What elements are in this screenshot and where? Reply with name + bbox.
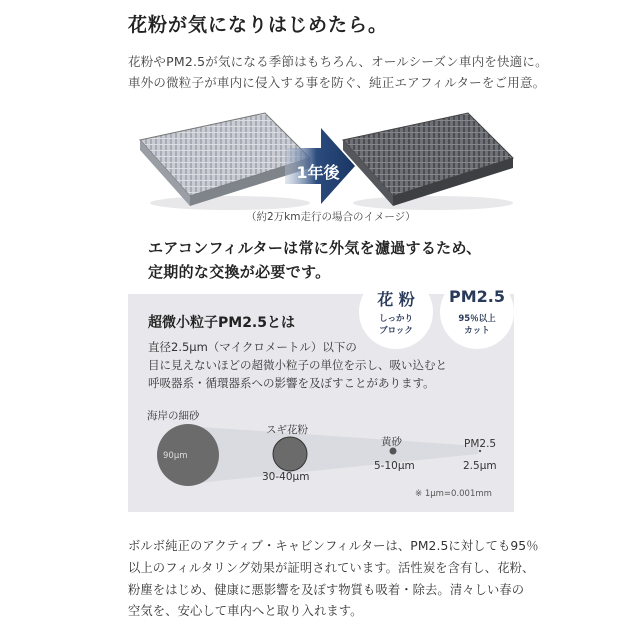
pm25-description-line: 呼吸器系・循環器系への影響を及ぼすことがあります。 <box>148 376 435 390</box>
pollen-badge <box>359 275 433 349</box>
pm25-description-line: 直径2.5μm（マイクロメートル）以下の <box>148 340 357 354</box>
pm25-size: 2.5μm <box>463 460 497 472</box>
intro-line: 花粉やPM2.5が気になる季節はもちろん、オールシーズン車内を快適に。 <box>128 54 548 69</box>
badge-sub: しっかり <box>378 314 413 324</box>
benefit-line: 定期的な交換が必要です。 <box>148 263 331 281</box>
badge-sub: 95％以上 <box>458 314 496 324</box>
sand-size: 90μm <box>163 451 188 461</box>
body-text-line: 粉塵をはじめ、健康に悪影響を及ぼす物質も吸着・除去。清々しい春の <box>128 583 525 597</box>
body-text-line: ボルボ純正のアクティブ・キャビンフィルターは、PM2.5に対しても95％ <box>128 539 539 553</box>
intro-line: 車外の微粒子が車内に侵入する事を防ぐ、純正エアフィルターをご用意。 <box>128 75 546 90</box>
sand-label: 海岸の細砂 <box>147 410 200 422</box>
pm25-description-line: 目に見えないほどの超微小粒子の単位を示し、吸い込むと <box>148 358 447 372</box>
arrow-label: 1年後 <box>296 163 340 182</box>
pm25-badge <box>440 275 514 349</box>
pm25-particle <box>479 450 481 452</box>
badge-title: PM2.5 <box>449 287 505 306</box>
cedar-size: 30-40μm <box>262 471 310 483</box>
benefit-line: エアコンフィルターは常に外気を濾過するため、 <box>148 239 482 257</box>
pm25-heading: 超微小粒子PM2.5とは <box>148 315 295 331</box>
pm25-label: PM2.5 <box>464 438 497 450</box>
body-text-line: 以上のフィルタリング効果が証明されています。活性炭を含有し、花粉、 <box>128 561 535 575</box>
cedar-pollen-particle <box>273 437 307 471</box>
cedar-label: スギ花粉 <box>266 424 308 436</box>
yellow-sand-label: 黄砂 <box>381 436 402 448</box>
badge-sub: カット <box>464 326 490 336</box>
badge-title: 花 粉 <box>377 290 415 309</box>
used-filter-image <box>338 108 518 213</box>
page-title: 花粉が気になりはじめたら。 <box>128 14 389 36</box>
unit-note: ※ 1μm=0.001mm <box>415 489 492 499</box>
badge-sub: ブロック <box>379 326 413 336</box>
body-text-line: 空気を、安心して車内へと取り入れます。 <box>128 604 363 618</box>
illustration-caption: （約2万km走行の場合のイメージ） <box>246 211 416 223</box>
yellow-sand-size: 5-10μm <box>374 460 415 472</box>
